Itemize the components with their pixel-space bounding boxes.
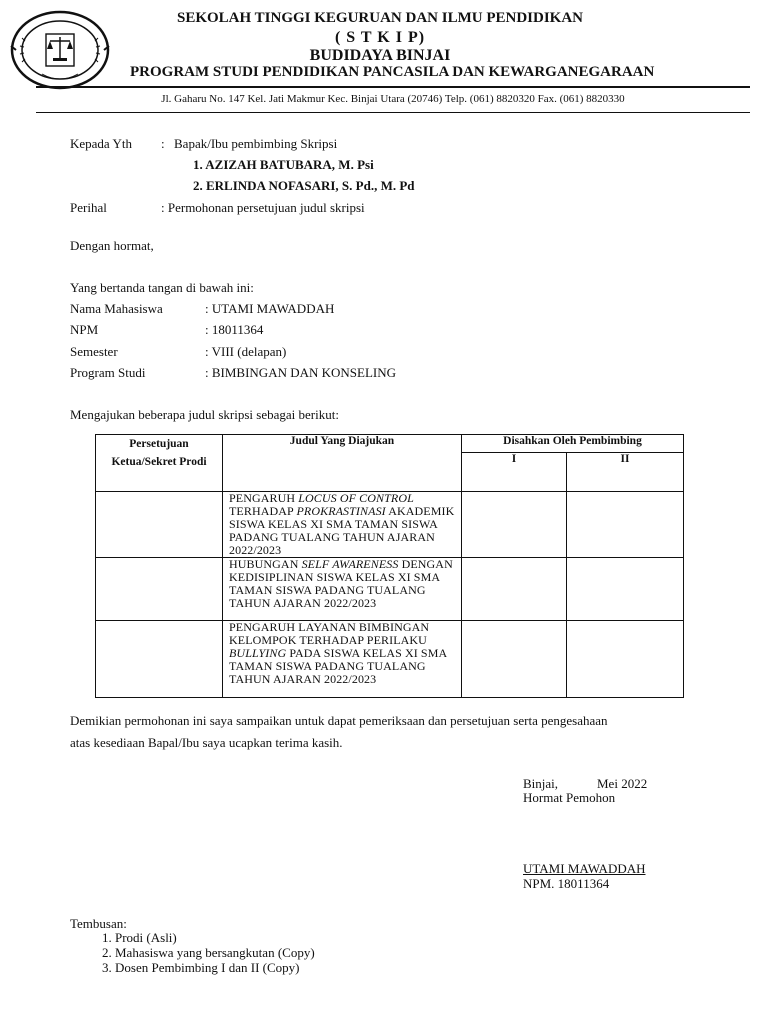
signature-place: Binjai, xyxy=(523,776,559,791)
cc-list xyxy=(70,930,315,975)
proposal-table xyxy=(95,434,684,698)
recipient-name-2: 2. ERLINDA NOFASARI, S. Pd., M. Pd xyxy=(193,178,415,193)
student-npm-label: NPM xyxy=(70,322,99,337)
list-item: 1. Prodi (Asli) xyxy=(115,930,315,945)
supervisor-1-cell xyxy=(462,558,567,621)
student-name-value: : UTAMI MAWADDAH xyxy=(205,301,335,316)
signature-regards: Hormat Pemohon xyxy=(523,790,616,805)
table-row xyxy=(96,621,684,698)
address-line: Jl. Gaharu No. 147 Kel. Jati Makmur Kec. Binjai Utara (20746) Telp. (061) 8820320 Fax. (061) 8820330 xyxy=(161,93,625,105)
supervisor-1-cell xyxy=(462,621,567,698)
header-supervisor-1: I xyxy=(462,453,567,492)
student-program-label: Program Studi xyxy=(70,365,146,380)
recipient-name-1: 1. AZIZAH BATUBARA, M. Psi xyxy=(193,157,374,172)
signature-name: UTAMI MAWADDAH xyxy=(523,861,646,876)
supervisor-2-cell xyxy=(567,558,684,621)
institution-abbrev: ( S T K I P) xyxy=(334,29,426,46)
proposal-title-3: PENGARUH LAYANAN BIMBINGAN KELOMPOK TERHADAP PERILAKU BULLYING PADA SISWA KELAS XI SMA TAMAN SISWA PADANG TUALANG TAHUN AJARAN 2022/2023 xyxy=(223,621,462,698)
student-name-label: Nama Mahasiswa xyxy=(70,301,163,316)
approval-cell xyxy=(96,621,223,698)
student-semester-label: Semester xyxy=(70,344,118,359)
header-rule-thin xyxy=(36,112,750,113)
supervisor-2-cell xyxy=(567,492,684,558)
recipient-colon: : xyxy=(161,136,165,151)
program-name: PROGRAM STUDI PENDIDIKAN PANCASILA DAN KEWARGANEGARAAN xyxy=(130,64,655,80)
header-title: Judul Yang Diajukan xyxy=(223,435,462,492)
table-header-row xyxy=(96,435,684,453)
student-npm-value: : 18011364 xyxy=(205,322,264,337)
proposal-title-1: PENGARUH LOCUS OF CONTROL TERHADAP PROKRASTINASI AKADEMIK SISWA KELAS XI SMA TAMAN SISWA PADANG TUALANG TAHUN AJARAN 2022/2023 xyxy=(223,492,462,558)
supervisor-1-cell xyxy=(462,492,567,558)
approval-cell xyxy=(96,558,223,621)
proposal-title-2: HUBUNGAN SELF AWARENESS DENGAN KEDISIPLINAN SISWA KELAS XI SMA TAMAN SISWA PADANG TUALANG TAHUN AJARAN 2022/2023 xyxy=(223,558,462,621)
list-item: 3. Dosen Pembimbing I dan II (Copy) xyxy=(115,960,315,975)
table-row xyxy=(96,558,684,621)
greeting: Dengan hormat, xyxy=(70,238,154,253)
campus-name: BUDIDAYA BINJAI xyxy=(309,47,451,64)
signature-npm: NPM. 18011364 xyxy=(523,876,610,891)
student-semester-value: : VIII (delapan) xyxy=(205,344,287,359)
header-supervisor-2: II xyxy=(567,453,684,492)
header-rule-thick xyxy=(36,86,750,88)
institution-name: SEKOLAH TINGGI KEGURUAN DAN ILMU PENDIDIKAN xyxy=(176,10,584,26)
recipient-label: Kepada Yth xyxy=(70,136,132,151)
student-program-value: : BIMBINGAN DAN KONSELING xyxy=(205,365,397,380)
cc-label: Tembusan: xyxy=(70,916,127,931)
table-row xyxy=(96,492,684,558)
subject-label: Perihal xyxy=(70,200,107,215)
supervisor-2-cell xyxy=(567,621,684,698)
list-item: 2. Mahasiswa yang bersangkutan (Copy) xyxy=(115,945,315,960)
header-endorsed: Disahkan Oleh Pembimbing xyxy=(462,435,684,453)
intro-text: Yang bertanda tangan di bawah ini: xyxy=(70,280,254,295)
header-approval: Persetujuan Ketua/Sekret Prodi xyxy=(96,435,223,492)
subject-value: : Permohonan persetujuan judul skripsi xyxy=(161,200,365,215)
signature-date: Mei 2022 xyxy=(597,776,648,791)
closing-line-2: atas kesediaan Bapal/Ibu saya ucapkan terima kasih. xyxy=(70,735,343,750)
approval-cell xyxy=(96,492,223,558)
closing-line-1: Demikian permohonan ini saya sampaikan untuk dapat pemeriksaan dan persetujuan serta pengesahaan xyxy=(70,713,608,728)
proposal-intro: Mengajukan beberapa judul skripsi sebagai berikut: xyxy=(70,407,339,422)
recipient-value: Bapak/Ibu pembimbing Skripsi xyxy=(174,136,338,151)
